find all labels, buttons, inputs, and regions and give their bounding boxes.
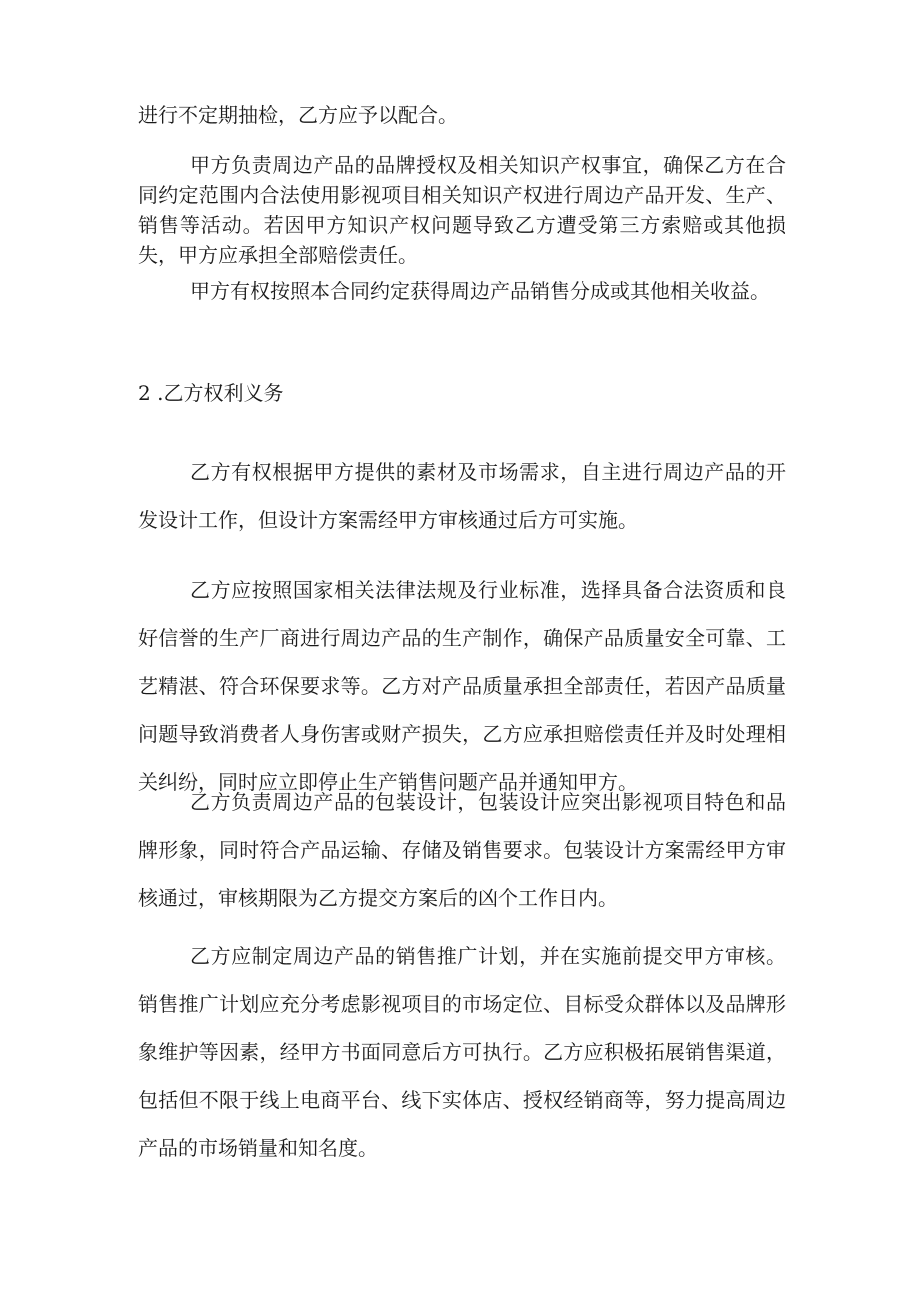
paragraph-design-rights: 乙方有权根据甲方提供的素材及市场需求，自主进行周边产品的开发设计工作，但设计方案需经甲方审核通过后方可实施。 — [138, 460, 786, 532]
paragraph-sales-promotion: 乙方应制定周边产品的销售推广计划，并在实施前提交甲方审核。销售推广计划应充分考虑影视项目的市场定位、目标受众群体以及品牌形象维护等因素，经甲方书面同意后方可执行。乙方应积极拓展销售渠道，包括但不限于线上电商平台、线下实体店、授权经销商等，努力提高周边产品的市场销量和知名度。 — [138, 944, 786, 1160]
section-heading: 2 .乙方权利义务 — [138, 381, 284, 405]
paragraph-production-quality: 乙方应按照国家相关法律法规及行业标准，选择具备合法资质和良好信誉的生产厂商进行周边产品的生产制作，确保产品质量安全可靠、工艺精湛、符合环保要求等。乙方对产品质量承担全部责任，若因产品质量问题导致消费者人身伤害或财产损失，乙方应承担赔偿责任并及时处理相关纠纷，同时应立即停止生产销售问题产品并通知甲方。 — [138, 578, 786, 794]
paragraph-continuation: 进行不定期抽检，乙方应予以配合。 — [138, 103, 458, 127]
paragraph-ip-authorization: 甲方负责周边产品的品牌授权及相关知识产权事宜，确保乙方在合同约定范围内合法使用影视项目相关知识产权进行周边产品开发、生产、销售等活动。若因甲方知识产权问题导致乙方遭受第三方索赔或其他损失，甲方应承担全部赔偿责任。 — [138, 153, 786, 267]
paragraph-revenue-share: 甲方有权按照本合同约定获得周边产品销售分成或其他相关收益。 — [190, 279, 770, 303]
paragraph-packaging-design: 乙方负责周边产品的包装设计，包装设计应突出影视项目特色和品牌形象，同时符合产品运输、存储及销售要求。包装设计方案需经甲方审核通过，审核期限为乙方提交方案后的凶个工作日内。 — [138, 790, 786, 910]
